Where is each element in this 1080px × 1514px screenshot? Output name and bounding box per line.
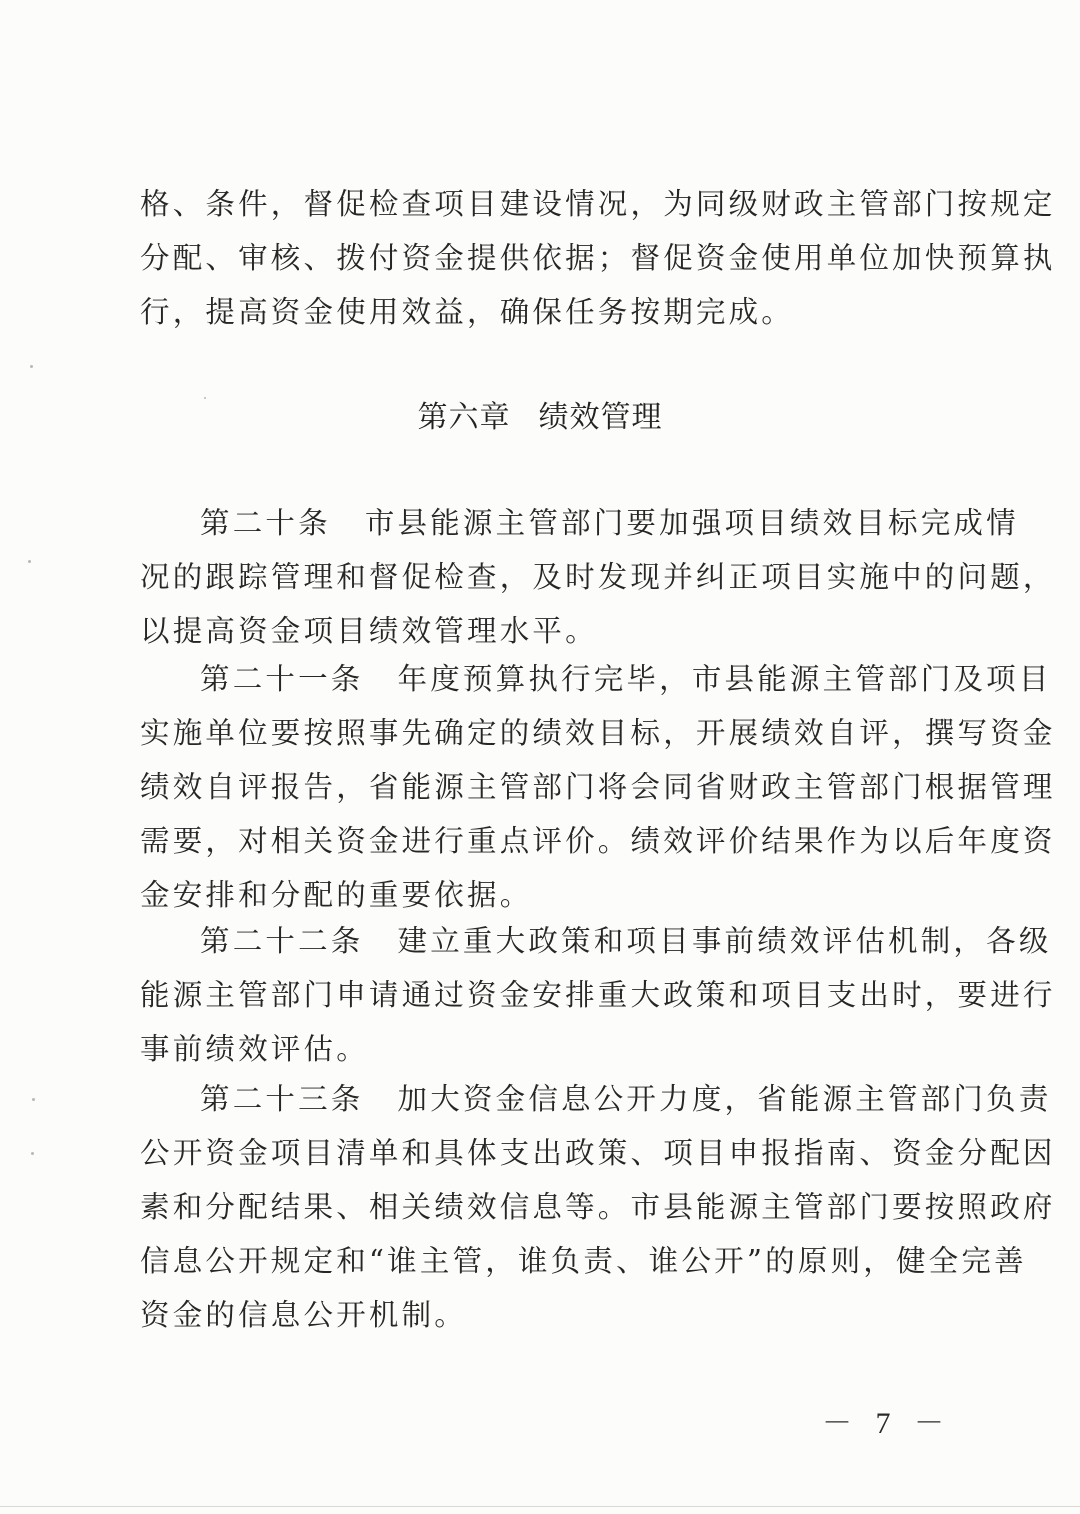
text-line: 格、条件，督促检查项目建设情况，为同级财政主管部门按规定 — [140, 187, 1056, 221]
article-first-line — [140, 496, 1019, 550]
text-line: 需要，对相关资金进行重点评价。绩效评价结果作为以后年度资 — [140, 824, 1056, 858]
article-first-line — [140, 1072, 1052, 1126]
article-first-line — [140, 652, 1052, 706]
text-line: 以提高资金项目绩效管理水平。 — [140, 614, 598, 648]
text-line: 资金的信息公开机制。 — [140, 1298, 468, 1332]
article-22 — [140, 914, 1056, 1076]
text-line: 素和分配结果、相关绩效信息等。市县能源主管部门要按照政府 — [140, 1190, 1056, 1224]
article-number: 第二十三条 — [200, 1082, 364, 1116]
text-line: 实施单位要按照事先确定的绩效目标，开展绩效自评，撰写资金 — [140, 716, 1056, 750]
article-20 — [140, 496, 1056, 658]
text-line: 行，提高资金使用效益，确保任务按期完成。 — [140, 295, 795, 329]
scan-speck — [32, 1098, 35, 1101]
page-number: － 7 － — [822, 1407, 952, 1440]
text-line: 金安排和分配的重要依据。 — [140, 878, 533, 912]
text-line: 事前绩效评估。 — [140, 1032, 369, 1066]
scan-edge-line — [0, 1506, 1080, 1507]
article-21 — [140, 652, 1056, 922]
scan-speck — [204, 397, 206, 399]
chapter-number: 第六章 — [417, 400, 511, 435]
text-line: 分配、审核、拨付资金提供依据；督促资金使用单位加快预算执 — [140, 241, 1056, 275]
chapter-heading — [0, 392, 1080, 436]
text-line: 市县能源主管部门要加强项目绩效目标完成情 — [364, 506, 1019, 540]
text-line: 建立重大政策和项目事前绩效评估机制，各级 — [397, 924, 1052, 958]
paragraph-continued — [140, 177, 1056, 339]
article-number: 第二十二条 — [200, 924, 364, 958]
text-line: 信息公开规定和“谁主管，谁负责、谁公开”的原则，健全完善 — [140, 1244, 1027, 1278]
scan-speck — [31, 1152, 34, 1155]
text-line: 加大资金信息公开力度，省能源主管部门负责 — [397, 1082, 1052, 1116]
scan-speck — [30, 365, 33, 368]
text-line: 年度预算执行完毕，市县能源主管部门及项目 — [397, 662, 1052, 696]
article-first-line — [140, 914, 1052, 968]
text-line: 能源主管部门申请通过资金安排重大政策和项目支出时，要进行 — [140, 978, 1056, 1012]
text-line: 绩效自评报告，省能源主管部门将会同省财政主管部门根据管理 — [140, 770, 1056, 804]
scan-speck — [28, 560, 31, 563]
article-23 — [140, 1072, 1056, 1342]
text-line: 况的跟踪管理和督促检查，及时发现并纠正项目实施中的问题， — [140, 560, 1056, 594]
chapter-title: 绩效管理 — [538, 400, 663, 435]
article-number: 第二十一条 — [200, 662, 364, 696]
text-line: 公开资金项目清单和具体支出政策、项目申报指南、资金分配因 — [140, 1136, 1056, 1170]
article-number: 第二十条 — [200, 506, 331, 540]
